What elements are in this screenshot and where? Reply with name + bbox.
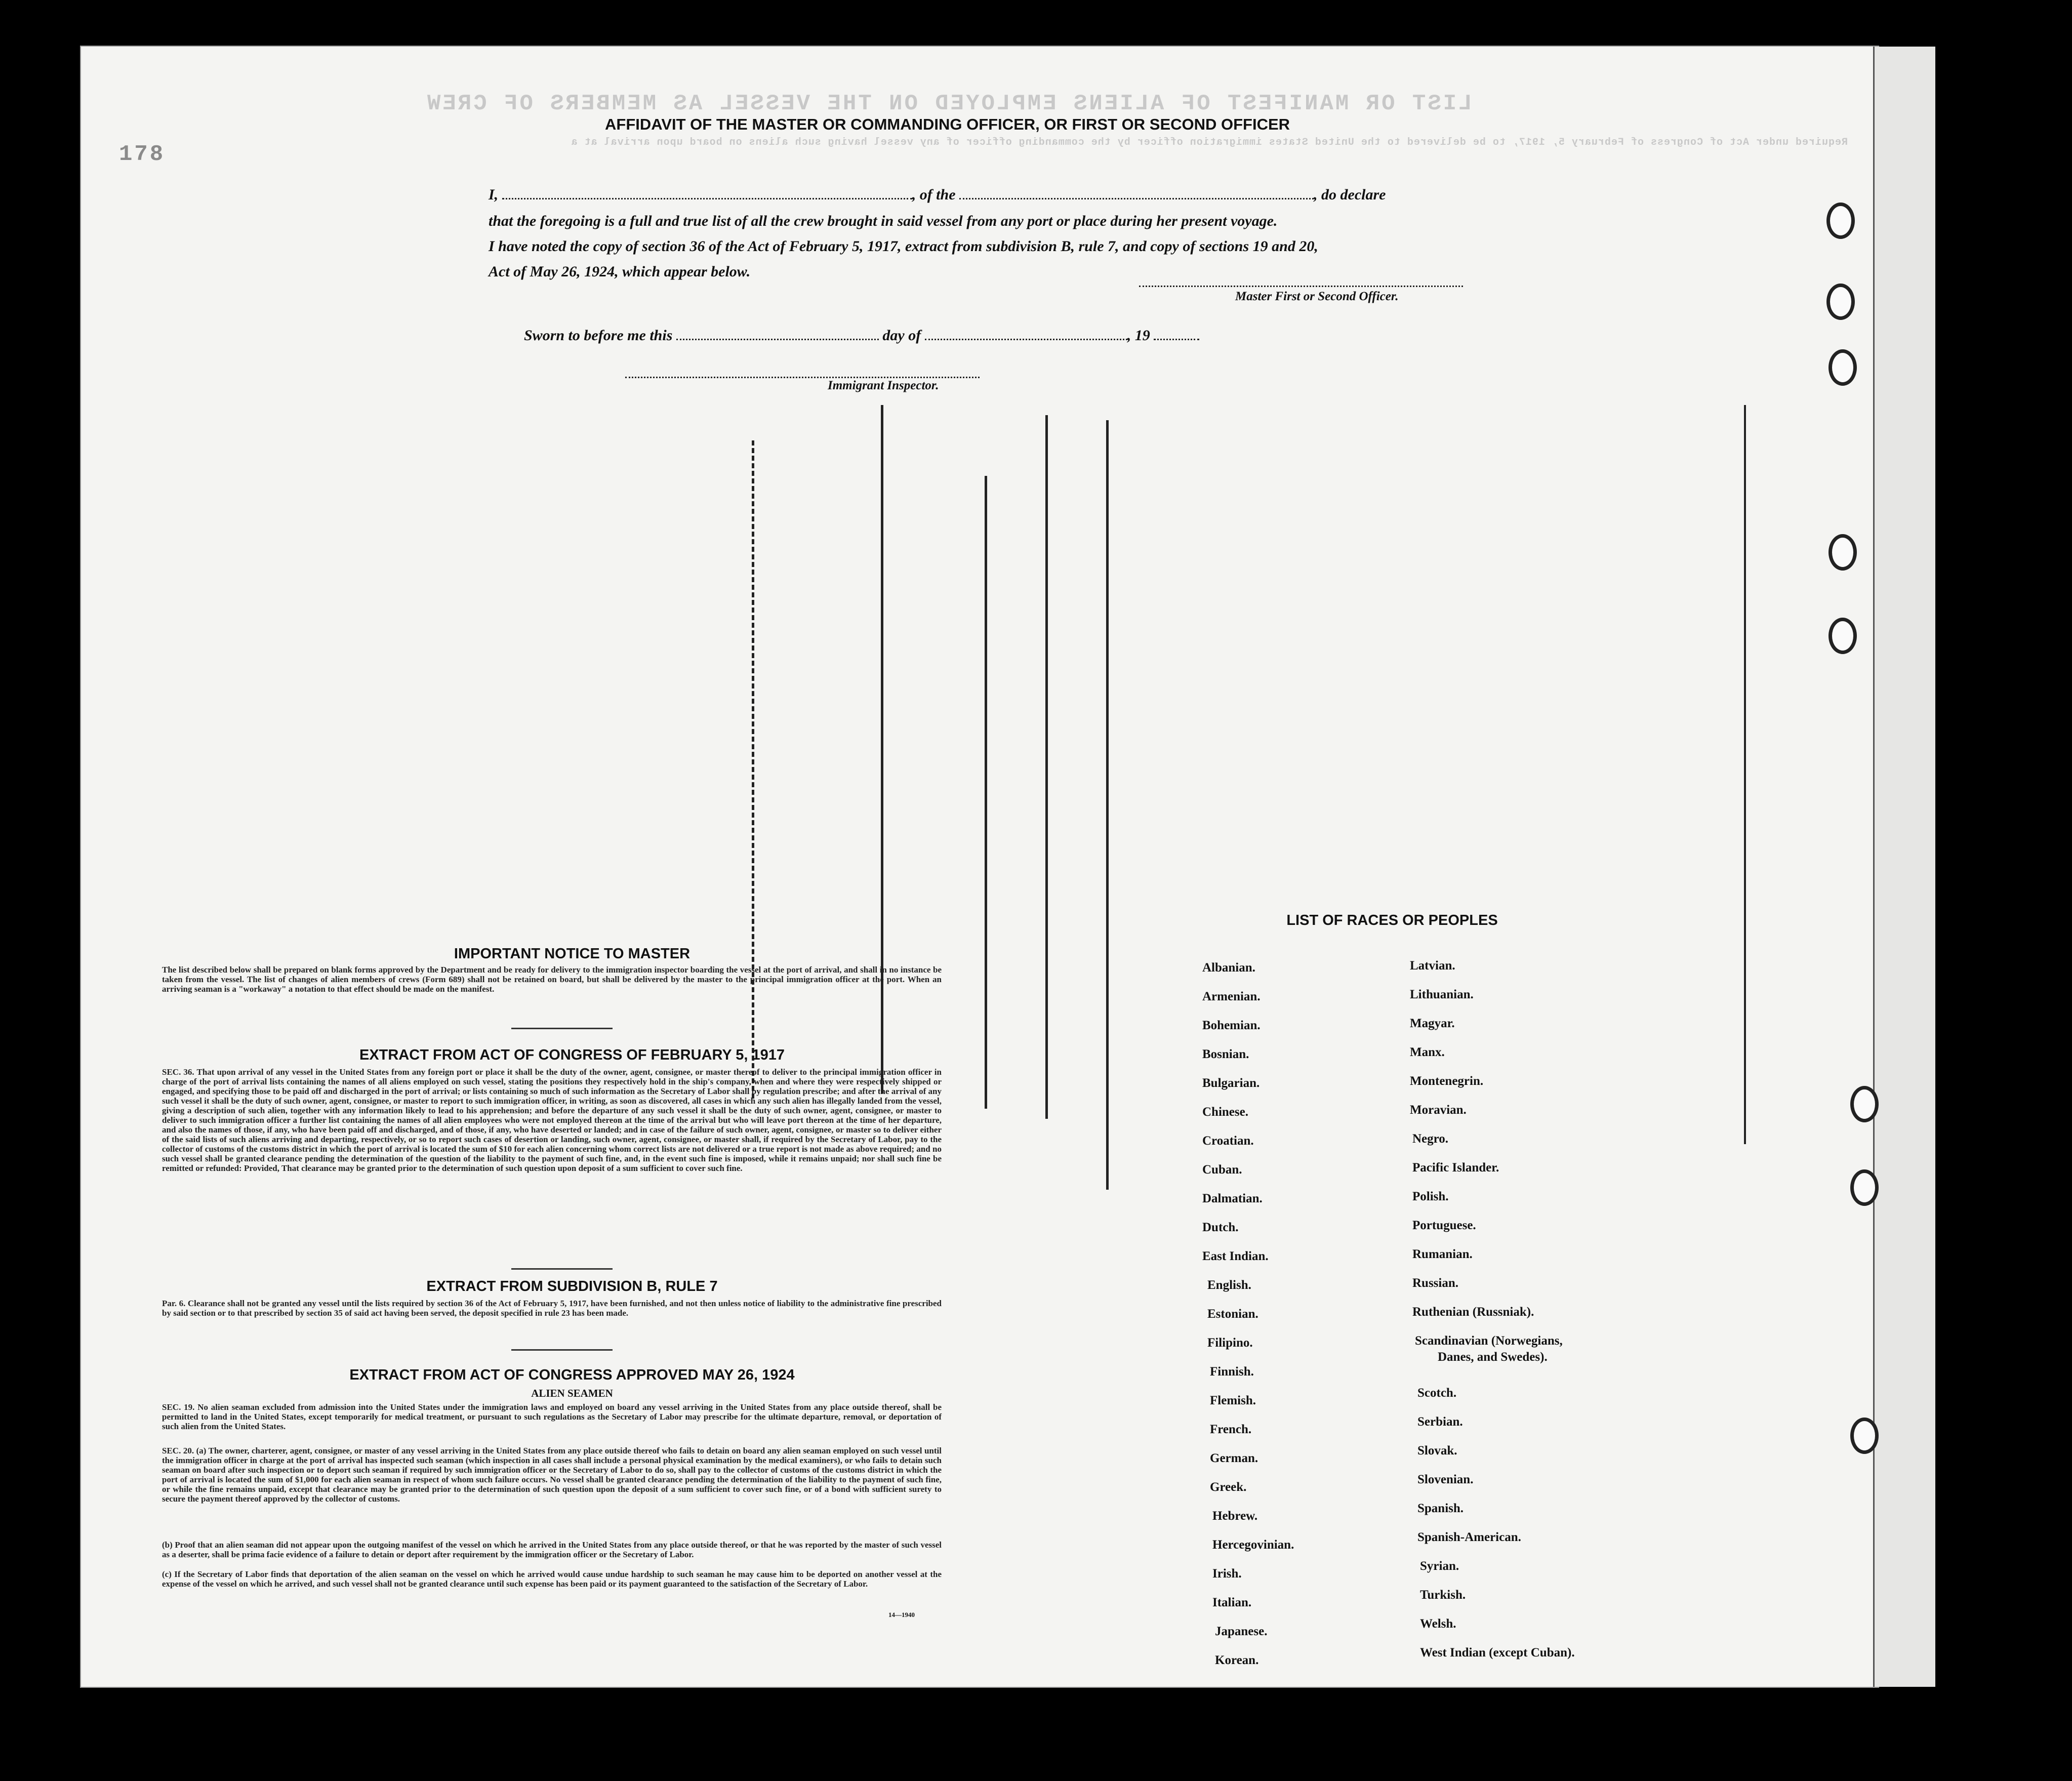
race-item: Welsh. [1420, 1617, 1456, 1631]
extract-1924-sec19: SEC. 19. No alien seaman excluded from admission into the United States under the immigration laws and employed on board any vessel arriving in the United States from any place outside thereof, shall be permitted to land in the United States, except temporarily for medical treatment, or pursuant to such regulations as the Secretary of Labor may prescribe for the ultimate departure, removal, or deportation of such alien from the United States. [162, 1402, 942, 1431]
extract-1924-sec20a: SEC. 20. (a) The owner, charterer, agent, consignee, or master of any vessel arriving in the United States from any place outside thereof who fails to detain on board any alien seaman employed on such vessel until the immigration officer in charge at the port of arrival has inspected such seaman (which inspection in all cases shall include a personal physical examination by the medical examiners), or who fails to detain such seaman on board after such inspection or to deport such seaman if required by such immigration officer or the Secretary of Labor to do so, shall pay to the collector of customs of the customs district in which the port of arrival is located the sum of $1,000 for each alien seaman in respect of whom such failure occurs. No vessel shall be granted clearance pending the determination of the liability to the payment of such fine, or while the fine remains unpaid, except that clearance may be granted prior to the determination of such question upon the deposit of a sum sufficient to cover such fine, or of a bond with sufficient surety to secure the payment thereof approved by the collector of customs. [162, 1446, 942, 1504]
race-item: Flemish. [1210, 1394, 1256, 1407]
section-divider [511, 1349, 613, 1351]
race-item: Irish. [1212, 1567, 1242, 1581]
race-item: Cuban. [1202, 1163, 1242, 1177]
race-item: West Indian (except Cuban). [1420, 1646, 1575, 1659]
race-item: Montenegrin. [1410, 1074, 1484, 1088]
extract-rule7-title: EXTRACT FROM SUBDIVISION B, RULE 7 [426, 1278, 718, 1294]
column-rule [1744, 405, 1746, 1144]
section-divider [511, 1028, 613, 1029]
race-item: Serbian. [1417, 1415, 1463, 1429]
inspector-signature-line[interactable] [625, 376, 980, 378]
binder-hole-icon [1850, 1418, 1879, 1454]
column-rule [1045, 415, 1048, 1119]
affidavit-title: AFFIDAVIT OF THE MASTER OR COMMANDING OFFICER, OR FIRST OR SECOND OFFICER [605, 115, 1290, 133]
race-item: Korean. [1215, 1653, 1259, 1667]
sworn-year-prefix: , 19 [1127, 327, 1150, 344]
inspector-label: Immigrant Inspector. [828, 379, 939, 392]
extract-1917-title: EXTRACT FROM ACT OF CONGRESS OF FEBRUARY 5, 1917 [359, 1047, 785, 1063]
race-item: Manx. [1410, 1045, 1445, 1059]
binder-hole-icon [1826, 203, 1855, 239]
race-item: Russian. [1412, 1276, 1459, 1290]
column-rule [1106, 420, 1109, 1190]
affidavit-declaration-line [489, 186, 1511, 204]
race-item: Dutch. [1202, 1221, 1239, 1234]
affidavit-of-the: , of the [912, 186, 956, 203]
race-item: East Indian. [1202, 1249, 1269, 1263]
race-item: Chinese. [1202, 1105, 1248, 1119]
notice-body: The list described below shall be prepared on blank forms approved by the Department and be ready for delivery to the immigration inspector boarding the vessel at the port of arrival, and shall in no instance be taken from the vessel. The list of changes of alien members of crews (Form 689) shall not be retained on board, but shall be delivered by the master to the principal immigration officer at the port. When an arriving seaman is a "workaway" a notation to that effect should be made on the manifest. [162, 965, 942, 994]
race-item: Hebrew. [1212, 1509, 1258, 1523]
race-item: Bohemian. [1202, 1019, 1261, 1032]
binding-strip [1873, 47, 1935, 1687]
race-item: Ruthenian (Russniak). [1412, 1305, 1534, 1319]
page-number: 178 [119, 142, 166, 167]
binder-hole-icon [1829, 349, 1857, 386]
race-item: Slovak. [1417, 1444, 1457, 1458]
form-code: 14—1940 [888, 1611, 915, 1618]
race-item: Italian. [1212, 1596, 1252, 1609]
binder-hole-icon [1829, 534, 1857, 571]
races-title: LIST OF RACES OR PEOPLES [1286, 912, 1498, 928]
race-item: Armenian. [1202, 990, 1261, 1003]
race-item: Slovenian. [1417, 1473, 1474, 1486]
race-item: Turkish. [1420, 1588, 1466, 1602]
race-item: Pacific Islander. [1412, 1161, 1499, 1175]
sworn-year-field[interactable] [1154, 339, 1199, 340]
race-item: Bosnian. [1202, 1047, 1249, 1061]
binder-hole-icon [1850, 1086, 1879, 1122]
race-item: English. [1207, 1278, 1251, 1292]
race-item: Greek. [1210, 1480, 1247, 1494]
race-item: Bulgarian. [1202, 1076, 1260, 1090]
affidavit-declare: , do declare [1314, 186, 1386, 203]
sworn-line [524, 327, 1199, 344]
notice-title: IMPORTANT NOTICE TO MASTER [454, 946, 690, 962]
extract-1917-body: SEC. 36. That upon arrival of any vessel in the United States from any foreign port or place it shall be the duty of the owner, agent, consignee, or master thereof to deliver to the principal immigration officer in charge of the port of arrival lists containing the names of all aliens employed on such vessel, stating the positions they respectively hold in the ship's company, when and where they were respectively shipped or engaged, and specifying those to be paid off and discharged in the port of arrival; or lists containing so much of such information as the Secretary of Labor shall by regulation prescribe; and after the arrival of any such vessel it shall be the duty of such owner, agent, consignee, or master to report to such immigration officer, in writing, as soon as discovered, all cases in which any such alien has illegally landed from the vessel, giving a description of such alien, together with any information likely to lead to his apprehension; and before the departure of any such vessel it shall be the duty of such owner, agent, consignee, or master to deliver to such immigration officer a further list containing the names of all alien employees who were not employed thereon at the time of the arrival but who will leave port thereon at the time of her departure, and also the names of those, if any, who have been paid off and discharged, and of those, if any, who have deserted or landed; and in case of the failure of such owner, agent, consignee, or master so to deliver either of the said lists of such aliens arriving and departing, respectively, or so to report such cases of desertion or landing, such owner, agent, consignee, or master shall, if required by the Secretary of Labor, pay to the collector of customs of the customs district in which the port of arrival is located the sum of $10 for each alien concerning whom correct lists are not delivered or a true report is not made as above required; and no such vessel shall be granted clearance pending the determination of the question of the liability to the payment of such fine, and, in the event such fine is imposed, while it remains unpaid; nor shall such fine be remitted or refunded: Provided, That clearance may be granted prior to the determination of such question upon deposit of a sum sufficient to cover such fine. [162, 1067, 942, 1173]
race-item: Syrian. [1420, 1559, 1459, 1573]
signature-line[interactable] [1139, 285, 1463, 287]
extract-1924-title: EXTRACT FROM ACT OF CONGRESS APPROVED MAY 26, 1924 [349, 1367, 795, 1383]
affidavit-line4: Act of May 26, 1924, which appear below. [489, 263, 751, 280]
binder-hole-icon [1826, 284, 1855, 320]
race-item: Albanian. [1202, 961, 1255, 975]
race-item: Lithuanian. [1410, 988, 1474, 1001]
race-item: Negro. [1412, 1132, 1449, 1146]
extract-rule7-body: Par. 6. Clearance shall not be granted any vessel until the lists required by section 36 of the Act of February 5, 1917, have been furnished, and not then unless notice of liability to the administrative fine prescribed by said section or to that prescribed by section 35 of said act having been served, the deposit specified in rule 23 has been made. [162, 1299, 942, 1318]
sworn-day-field[interactable] [676, 339, 879, 340]
race-item: Spanish. [1417, 1502, 1464, 1515]
race-item: Danes, and Swedes). [1438, 1350, 1548, 1364]
race-item: Estonian. [1207, 1307, 1258, 1321]
master-name-field[interactable] [502, 198, 912, 199]
sworn-month-field[interactable] [925, 339, 1127, 340]
affidavit-line2: that the foregoing is a full and true list of all the crew brought in said vessel from any port or place during her present voyage. [489, 213, 1278, 229]
sworn-prefix: Sworn to before me this [524, 327, 673, 344]
race-item: Japanese. [1215, 1625, 1268, 1638]
race-item: Portuguese. [1412, 1219, 1476, 1232]
race-item: Dalmatian. [1202, 1192, 1263, 1205]
column-rule [752, 440, 754, 1099]
race-item: Moravian. [1410, 1103, 1467, 1117]
affidavit-line3: I have noted the copy of section 36 of the Act of February 5, 1917, extract from subdivision B, rule 7, and copy of sections 19 and 20, [489, 238, 1318, 255]
race-item: Latvian. [1410, 959, 1455, 973]
column-rule [985, 476, 987, 1109]
extract-1924-sec20b: (b) Proof that an alien seaman did not appear upon the outgoing manifest of the vessel on which he arrived in the United States from any place outside thereof, or that he was reported by the master of such vessel as a deserter, shall be prima facie evidence of a failure to detain or deport after requirement by the immigration officer or the Secretary of Labor. [162, 1540, 942, 1559]
binder-hole-icon [1850, 1169, 1879, 1206]
bleed-through-header: LIST OR MANIFEST OF ALIENS EMPLOYED ON THE VESSEL AS MEMBERS OF CREW [425, 91, 1472, 116]
section-divider [511, 1268, 613, 1270]
race-item: Croatian. [1202, 1134, 1254, 1148]
binder-hole-icon [1829, 618, 1857, 654]
vessel-name-field[interactable] [959, 198, 1314, 199]
race-item: Magyar. [1410, 1017, 1455, 1030]
race-item: Polish. [1412, 1190, 1449, 1203]
race-item: Finnish. [1210, 1365, 1254, 1379]
race-item: Filipino. [1207, 1336, 1253, 1350]
race-item: Scandinavian (Norwegians, [1415, 1334, 1563, 1348]
signature-label: Master First or Second Officer. [1235, 290, 1399, 303]
race-item: Scotch. [1417, 1386, 1457, 1400]
sworn-day-of: day of [882, 327, 921, 344]
race-item: Spanish-American. [1417, 1530, 1521, 1544]
extract-1924-subtitle: ALIEN SEAMEN [531, 1387, 613, 1399]
race-item: French. [1210, 1423, 1252, 1436]
bleed-through-required-line: Required under Act of Congress of February 5, 1917, to be delivered to the United States immigration officer by the commanding officer of any vessel having such aliens on board upon arrival at a [571, 137, 1848, 148]
race-item: Hercegovinian. [1212, 1538, 1294, 1552]
affidavit-name-prefix: I, [489, 186, 499, 203]
extract-1924-sec20c: (c) If the Secretary of Labor finds that deportation of the alien seaman on the vessel on which he arrived would cause undue hardship to such seaman he may cause him to be deported on another vessel at the expense of the vessel on which he arrived, and such vessel shall not be granted clearance until such expense has been paid or its payment guaranteed to the satisfaction of the Secretary of Labor. [162, 1569, 942, 1589]
document-sheet [81, 47, 1878, 1687]
race-item: German. [1210, 1451, 1258, 1465]
race-item: Rumanian. [1412, 1247, 1473, 1261]
